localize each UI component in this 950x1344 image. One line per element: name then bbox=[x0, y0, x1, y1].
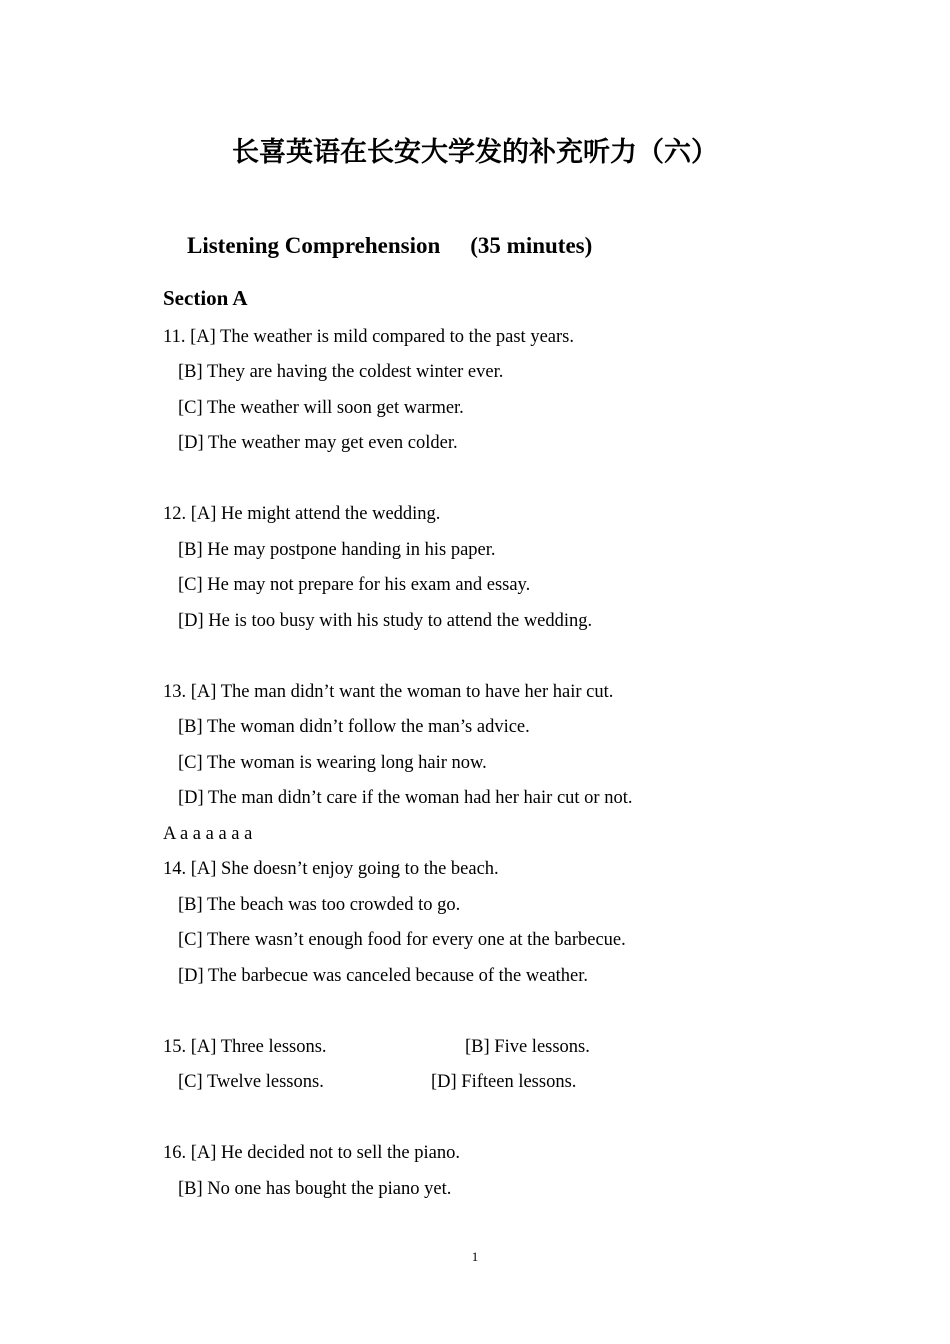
question-14-option-a: 14. [A] She doesn’t enjoy going to the beach. bbox=[163, 859, 499, 879]
question-12-option-d: [D] He is too busy with his study to attend the wedding. bbox=[178, 611, 593, 631]
question-14-option-b: [B] The beach was too crowded to go. bbox=[178, 895, 461, 915]
question-16-option-a: 16. [A] He decided not to sell the piano. bbox=[163, 1143, 460, 1163]
question-11-option-d: [D] The weather may get even colder. bbox=[178, 433, 458, 453]
question-15-option-a: 15. [A] Three lessons. bbox=[163, 1037, 327, 1057]
question-11-option-a: 11. [A] The weather is mild compared to the past years. bbox=[163, 327, 574, 347]
question-12-option-c: [C] He may not prepare for his exam and essay. bbox=[178, 575, 531, 595]
stray-text: A a a a a a a bbox=[163, 824, 253, 844]
question-15-option-d: [D] Fifteen lessons. bbox=[431, 1072, 577, 1092]
section-heading bbox=[187, 233, 592, 259]
page-number: 1 bbox=[471, 1249, 479, 1264]
heading-text: Listening Comprehension bbox=[187, 233, 441, 258]
question-13-option-a: 13. [A] The man didn’t want the woman to have her hair cut. bbox=[163, 682, 614, 702]
question-12-option-b: [B] He may postpone handing in his paper. bbox=[178, 540, 496, 560]
question-11-option-b: [B] They are having the coldest winter ever. bbox=[178, 362, 504, 382]
question-14-option-d: [D] The barbecue was canceled because of the weather. bbox=[178, 966, 589, 986]
question-11-option-c: [C] The weather will soon get warmer. bbox=[178, 398, 464, 418]
page-title: 长喜英语在长安大学发的补充听力（六） bbox=[232, 137, 718, 168]
question-14-option-c: [C] There wasn’t enough food for every one at the barbecue. bbox=[178, 930, 626, 950]
question-12-option-a: 12. [A] He might attend the wedding. bbox=[163, 504, 441, 524]
section-label: Section A bbox=[163, 286, 248, 310]
heading-duration: (35 minutes) bbox=[470, 233, 593, 258]
question-15-option-c: [C] Twelve lessons. bbox=[178, 1072, 324, 1092]
question-13-option-c: [C] The woman is wearing long hair now. bbox=[178, 753, 487, 773]
question-16-option-b: [B] No one has bought the piano yet. bbox=[178, 1179, 452, 1199]
question-15-option-b: [B] Five lessons. bbox=[465, 1037, 590, 1057]
question-13-option-d: [D] The man didn’t care if the woman had her hair cut or not. bbox=[178, 788, 633, 808]
question-13-option-b: [B] The woman didn’t follow the man’s advice. bbox=[178, 717, 530, 737]
